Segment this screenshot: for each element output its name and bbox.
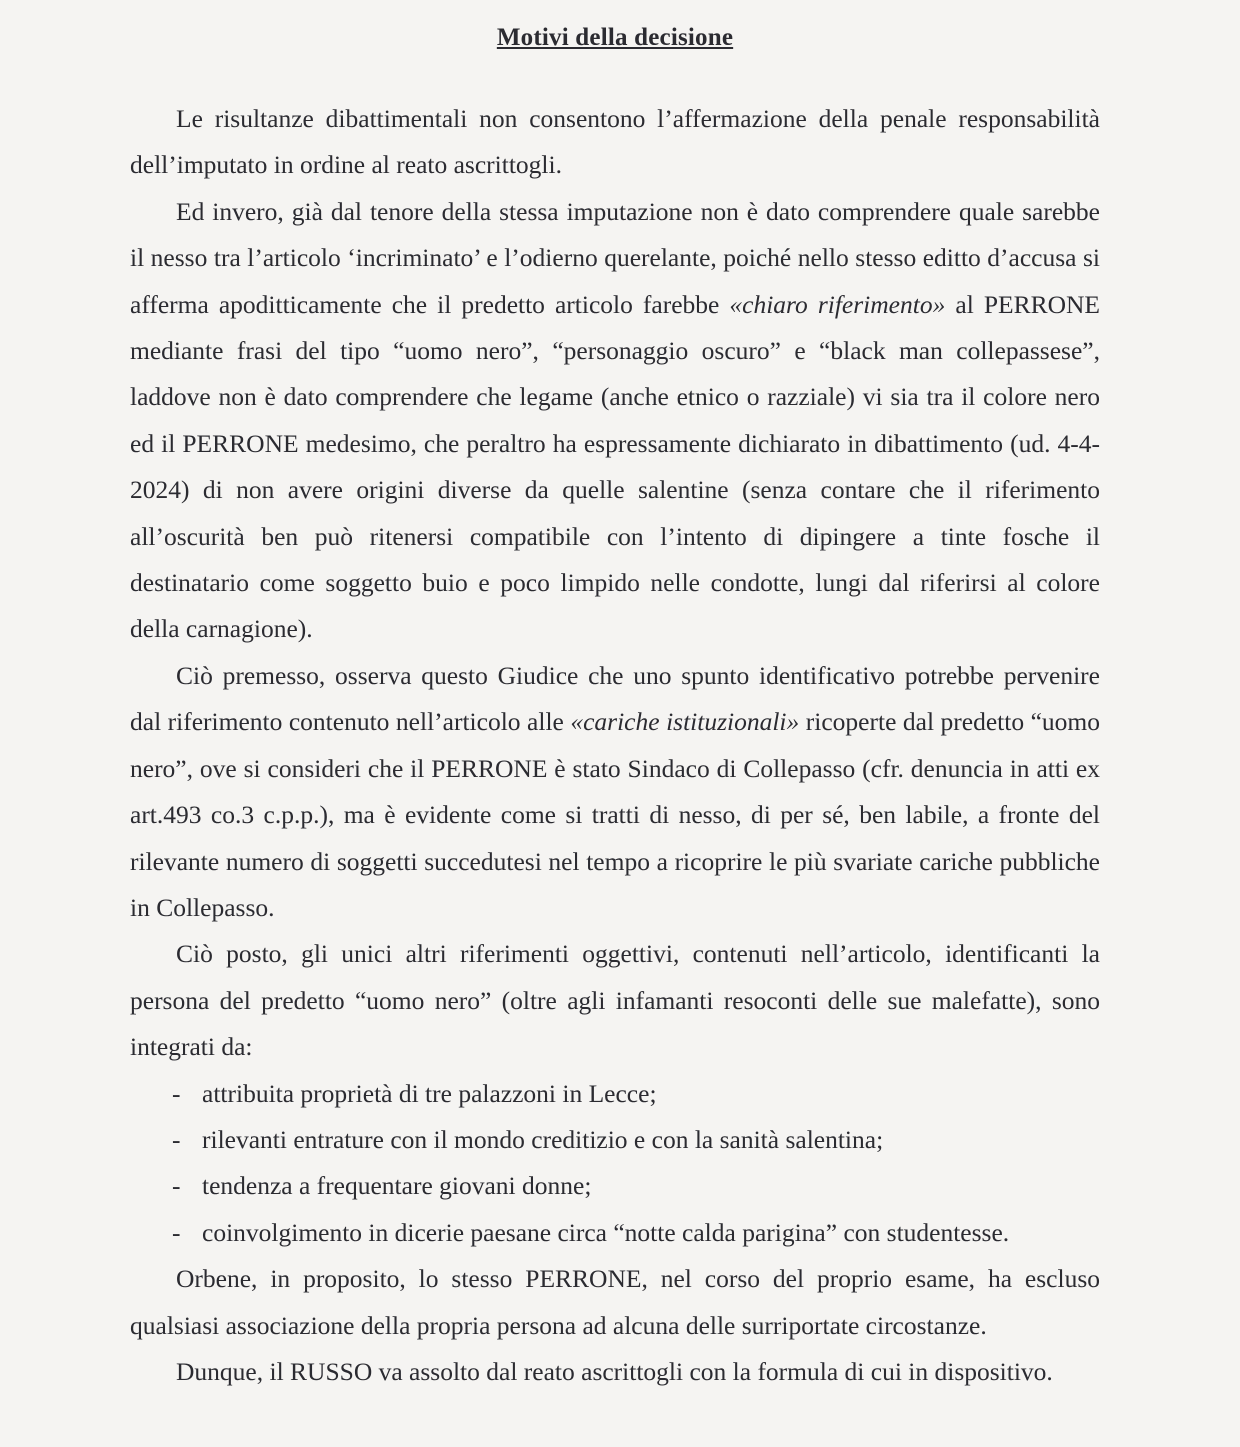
list-item xyxy=(172,1117,1100,1163)
list-item-text: rilevanti entrature con il mondo creditizio e con la sanità salentina; xyxy=(202,1124,884,1154)
list-item-text: attribuita proprietà di tre palazzoni in Lecce; xyxy=(202,1078,657,1108)
paragraph-5: Orbene, in proposito, lo stesso PERRONE, nel corso del proprio esame, ha escluso qualsiasi associazione della propria persona ad alcuna delle surriportate circostanze. xyxy=(130,1264,1100,1340)
list-item xyxy=(172,1210,1100,1256)
paragraph-3-quote-italic: «cariche istituzionali» xyxy=(570,707,800,737)
circumstances-list xyxy=(130,1071,1100,1257)
list-item xyxy=(172,1071,1100,1117)
paragraph-2-text-a: Ed invero, già dal tenore della stessa imputazione non è dato comprendere quale sarebbe il nesso tra l’articolo ‘incriminato’ e l’odierno querelante, poiché nello stesso editto d’accusa si afferma apoditticamente che il predetto articolo farebbe xyxy=(130,196,1100,319)
paragraph-4: Ciò posto, gli unici altri riferimenti oggettivi, contenuti nell’articolo, identificanti la persona del predetto “uomo nero” (oltre agli infamanti resoconti delle sue malefatte), sono integrati da: xyxy=(130,939,1100,1062)
paragraph-3-text-b: ricoperte dal predetto “uomo nero”, ove si consideri che il PERRONE è stato Sindaco di Collepasso (cfr. denuncia in atti ex art.493 co.3 c.p.p.), ma è evidente come si tratti di nesso, di per sé, ben labile, a fronte del rilevante numero di soggetti succedutesi nel tempo a ricoprire le più svariate cariche pubbliche in Collepasso. xyxy=(130,707,1101,922)
list-item-text: tendenza a frequentare giovani donne; xyxy=(202,1171,592,1201)
list-item xyxy=(172,1163,1100,1209)
paragraph-2-quote-italic: «chiaro riferimento» xyxy=(729,289,946,319)
list-dash: - xyxy=(172,1217,181,1247)
paragraph-3 xyxy=(130,653,1100,931)
list-dash: - xyxy=(172,1078,181,1108)
paragraph-6: Dunque, il RUSSO va assolto dal reato ascrittogli con la formula di cui in dispositivo. xyxy=(176,1356,1053,1386)
paragraph-3-text-a: Ciò premesso, osserva questo Giudice che uno spunto identificativo potrebbe pervenire dal riferimento contenuto nell’articolo alle xyxy=(130,660,1100,737)
paragraph-2-text-b: al PERRONE mediante frasi del tipo “uomo nero”, “personaggio oscuro” e “black man collepassese”, laddove non è dato comprendere che legame (anche etnico o razziale) vi sia tra il colore nero ed il PERRONE medesimo, che peraltro ha espressamente dichiarato in dibattimento (ud. 4-4-2024) di non avere origini diverse da quelle salentine (senza contare che il riferimento all’oscurità ben può ritenersi compatibile con l’intento di dipingere a tinte fosche il destinatario come soggetto buio e poco limpido nelle condotte, lungi dal riferirsi al colore della carnagione). xyxy=(130,289,1101,644)
list-dash: - xyxy=(172,1124,181,1154)
paragraph-2 xyxy=(130,189,1100,653)
list-item-text: coinvolgimento in dicerie paesane circa “notte calda parigina” con studentesse. xyxy=(202,1217,1010,1247)
paragraph-1: Le risultanze dibattimentali non consentono l’affermazione della penale responsabilità dell’imputato in ordine al reato ascrittogli. xyxy=(130,104,1100,180)
list-dash: - xyxy=(172,1171,181,1201)
document-title: Motivi della decisione xyxy=(496,24,734,51)
